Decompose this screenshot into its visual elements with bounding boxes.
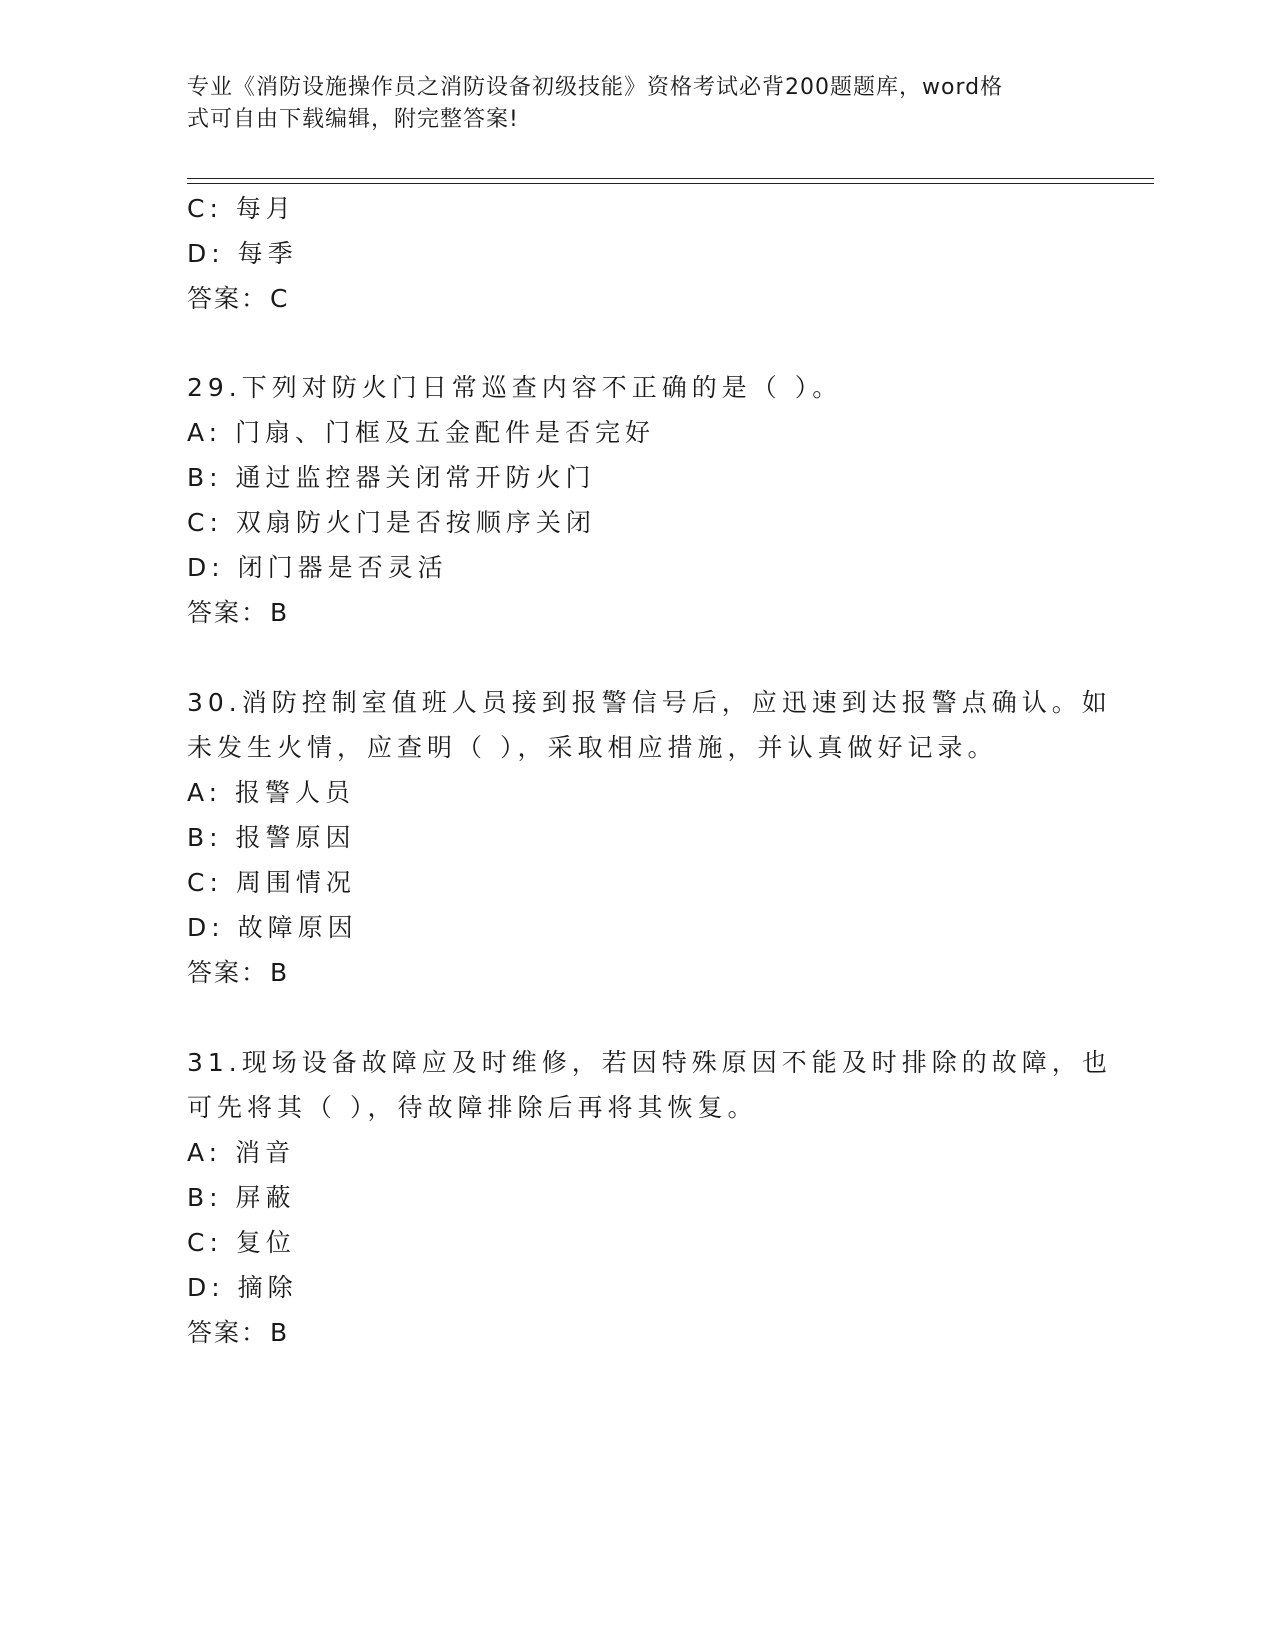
prev-answer (187, 282, 289, 316)
question-31-option-d: D: 摘除 (187, 1273, 298, 1302)
question-29-answer (187, 596, 289, 630)
question-29-option-c: C: 双扇防火门是否按顺序关闭 (187, 508, 596, 537)
question-30-stem-line-1: 30.消防控制室值班人员接到报警信号后，应迅速到达报警点确认。如 (187, 688, 1112, 717)
question-30-stem-line-2: 未发生火情，应查明（ ），采取相应措施，并认真做好记录。 (187, 733, 998, 762)
question-30-option-b: B: 报警原因 (187, 823, 356, 852)
question-30-option-d: D: 故障原因 (187, 913, 358, 942)
header-line-2: 式可自由下载编辑，附完整答案! (187, 107, 519, 132)
question-30-option-c: C: 周围情况 (187, 868, 356, 897)
question-31-stem-line-1: 31.现场设备故障应及时维修，若因特殊原因不能及时排除的故障，也 (187, 1048, 1112, 1077)
answer-value: C (270, 284, 290, 313)
header-line-1: 专业《消防设施操作员之消防设备初级技能》资格考试必背200题题库，word格 (187, 75, 1004, 100)
answer-value: B (270, 1318, 290, 1347)
question-29-option-a: A: 门扇、门框及五金配件是否完好 (187, 418, 656, 447)
answer-label: 答案： (187, 284, 269, 313)
document-header (187, 72, 1067, 136)
answer-label: 答案： (187, 1318, 269, 1347)
question-31-option-b: B: 屏蔽 (187, 1183, 296, 1212)
header-divider-top (187, 178, 1154, 179)
prev-option-d: D: 每季 (187, 239, 298, 268)
header-divider-bottom (187, 183, 1154, 184)
question-30-option-a: A: 报警人员 (187, 778, 356, 807)
question-31-stem-line-2: 可先将其（ ），待故障排除后再将其恢复。 (187, 1093, 758, 1122)
question-31-option-c: C: 复位 (187, 1228, 296, 1257)
question-31-answer (187, 1316, 289, 1350)
prev-option-c: C: 每月 (187, 194, 296, 223)
question-31-option-a: A: 消音 (187, 1138, 296, 1167)
question-29-stem: 29.下列对防火门日常巡查内容不正确的是（ ）。 (187, 373, 843, 402)
question-29-option-b: B: 通过监控器关闭常开防火门 (187, 463, 596, 492)
answer-value: B (270, 598, 290, 627)
answer-label: 答案： (187, 598, 269, 627)
question-29-option-d: D: 闭门器是否灵活 (187, 553, 448, 582)
answer-value: B (270, 958, 290, 987)
answer-label: 答案： (187, 958, 269, 987)
question-30-answer (187, 956, 289, 990)
